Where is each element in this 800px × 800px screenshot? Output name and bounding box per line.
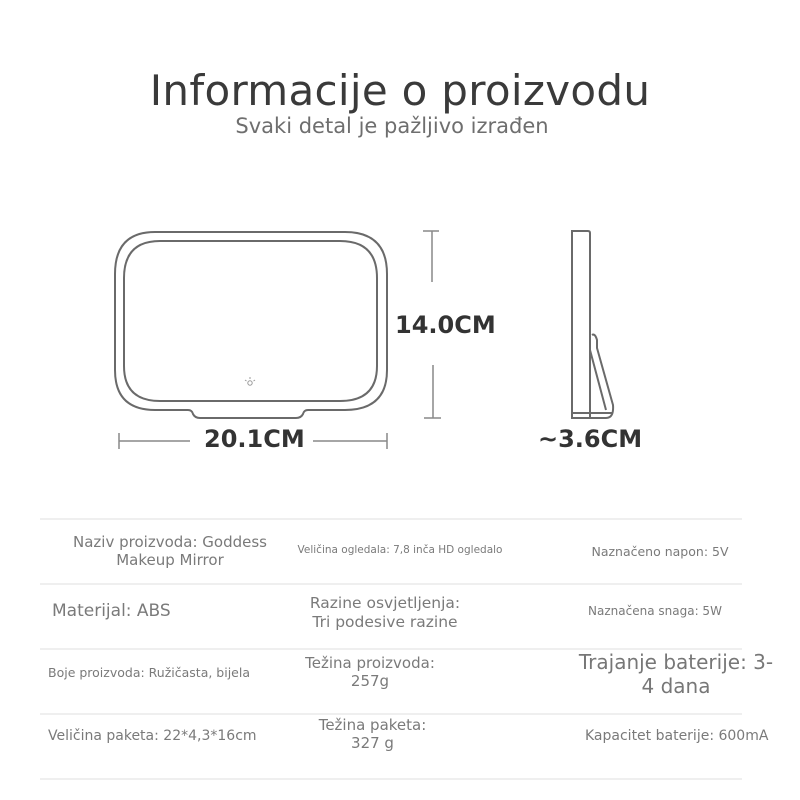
spec-light-levels: Razine osvjetljenja: Tri podesive razine	[309, 594, 461, 631]
spec-product-colors: Boje proizvoda: Ružičasta, bijela	[48, 665, 251, 680]
light-icon	[245, 377, 255, 385]
width-dimension-label: 20.1CM	[204, 425, 305, 453]
divider	[40, 713, 742, 715]
page-title: Informacije o proizvodu	[149, 66, 651, 116]
divider	[40, 778, 742, 780]
spec-product-weight: Težina proizvoda: 257g	[305, 654, 435, 690]
spec-package-weight: Težina paketa: 327 g	[318, 716, 427, 752]
spec-battery-capacity: Kapacitet baterije: 600mA	[585, 728, 769, 744]
divider	[40, 583, 742, 585]
depth-dimension-label: ~3.6CM	[538, 425, 643, 453]
spec-material: Materijal: ABS	[52, 601, 171, 621]
spec-rated-voltage: Naznačeno napon: 5V	[591, 544, 729, 559]
spec-battery-life: Trajanje baterije: 3-4 dana	[578, 650, 774, 698]
spec-mirror-size: Veličina ogledala: 7,8 inča HD ogledalo	[297, 544, 503, 556]
spec-package-size: Veličina paketa: 22*4,3*16cm	[48, 728, 257, 744]
spec-product-name: Naziv proizvoda: Goddess Makeup Mirror	[73, 533, 267, 569]
page-subtitle: Svaki detal je pažljivo izrađen	[235, 114, 549, 138]
height-dimension-label: 14.0CM	[395, 311, 496, 339]
divider	[40, 518, 742, 520]
spec-rated-power: Naznačena snaga: 5W	[588, 604, 722, 618]
